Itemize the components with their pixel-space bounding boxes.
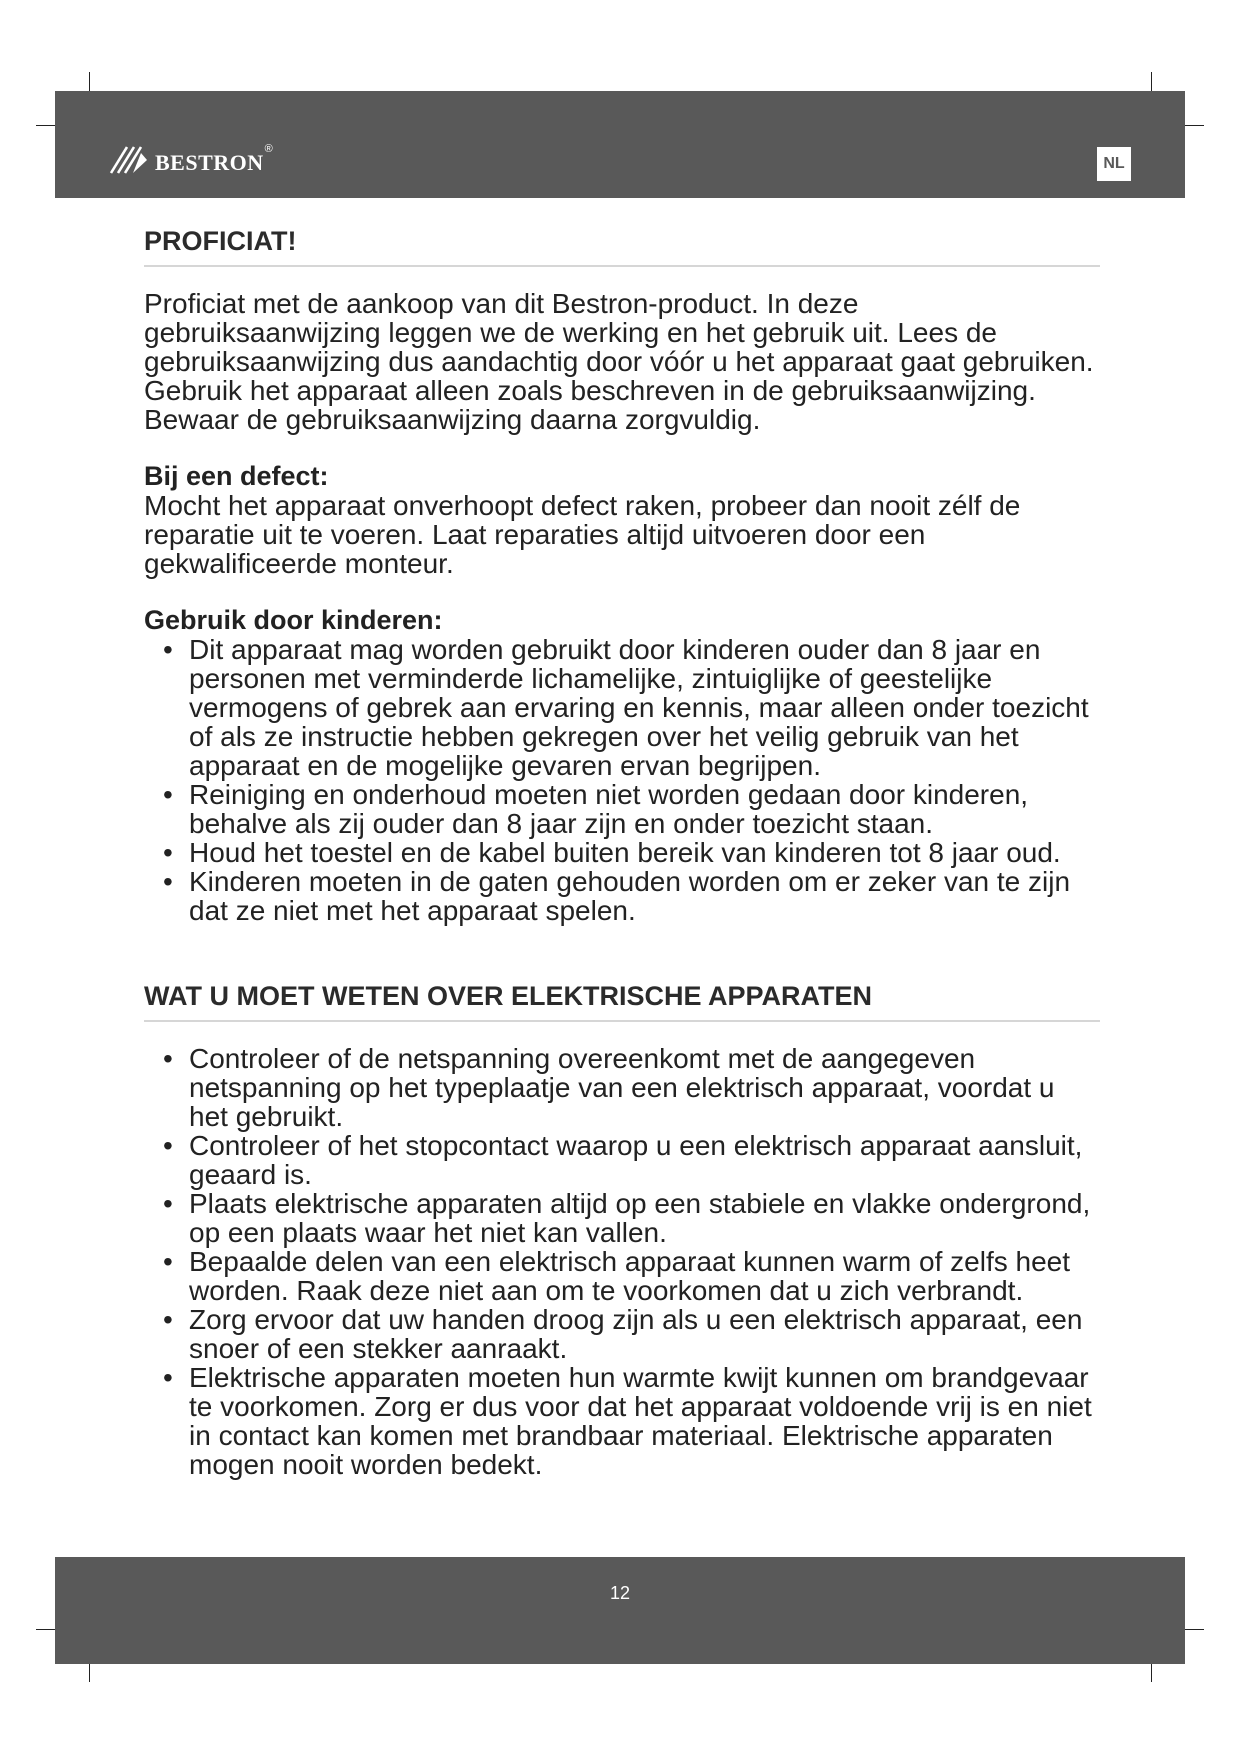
language-badge: NL: [1097, 147, 1131, 181]
children-list: [144, 635, 1100, 925]
header-bar: [55, 91, 1185, 198]
defect-paragraph: Mocht het apparaat onverhoopt defect raken, probeer dan nooit zélf de reparatie uit te voeren. Laat reparaties altijd uitvoeren door een gekwalificeerde monteur.: [144, 490, 1021, 579]
footer-bar: [55, 1557, 1185, 1664]
list-item: • Reiniging en onderhoud moeten niet worden gedaan door kinderen, behalve als zij ouder dan 8 jaar zijn en onder toezicht staan.: [163, 779, 1029, 839]
list-item: • Dit apparaat mag worden gebruikt door kinderen ouder dan 8 jaar en personen met verminderde lichamelijke, zintuiglijke of geestelijke vermogens of gebrek aan ervaring en kennis, maar alleen onder toezicht of als ze instructie hebben gekregen over het veilig gebruik van het apparaat en de mogelijke gevaren ervan begrijpen.: [163, 634, 1089, 781]
electrical-list: [144, 1044, 1100, 1479]
section-title: WAT U MOET WETEN OVER ELEKTRISCHE APPARATEN: [144, 981, 1100, 1022]
chevron-logo-icon: [107, 137, 151, 181]
section-title: PROFICIAT!: [144, 226, 1100, 267]
bestron-logo: [107, 137, 273, 181]
logo-wordmark: bestron: [155, 140, 264, 177]
children-heading: Gebruik door kinderen:: [144, 605, 443, 635]
defect-heading: Bij een defect:: [144, 461, 329, 491]
registered-mark: ®: [264, 143, 273, 155]
intro-paragraph: Proficiat met de aankoop van dit Bestron-product. In deze gebruiksaanwijzing leggen we de werking en het gebruik uit. Lees de gebruiksaanwijzing dus aandachtig door vóór u het apparaat gaat gebruiken. Gebruik het apparaat alleen zoals beschreven in de gebruiksaanwijzing. Bewaar de gebruiksaanwijzing daarna zorgvuldig.: [144, 288, 1094, 435]
list-item: • Zorg ervoor dat uw handen droog zijn als u een elektrisch apparaat, een snoer of een stekker aanraakt.: [163, 1304, 1083, 1364]
page-content: [144, 226, 1100, 1479]
list-item: • Houd het toestel en de kabel buiten bereik van kinderen tot 8 jaar oud.: [163, 837, 1061, 868]
list-item: • Elektrische apparaten moeten hun warmte kwijt kunnen om brandgevaar te voorkomen. Zorg er dus voor dat het apparaat voldoende vrij is en niet in contact kan komen met brandbaar materiaal. Elektrische apparaten mogen nooit worden bedekt.: [163, 1362, 1092, 1480]
list-item: • Plaats elektrische apparaten altijd op een stabiele en vlakke ondergrond, op een plaats waar het niet kan vallen.: [163, 1188, 1091, 1248]
page-number: 12: [609, 1583, 631, 1603]
list-item: • Kinderen moeten in de gaten gehouden worden om er zeker van te zijn dat ze niet met het apparaat spelen.: [163, 866, 1071, 926]
list-item: • Controleer of het stopcontact waarop u een elektrisch apparaat aansluit, geaard is.: [163, 1130, 1083, 1190]
list-item: • Controleer of de netspanning overeenkomt met de aangegeven netspanning op het typeplaatje van een elektrisch apparaat, voordat u het gebruikt.: [163, 1043, 1055, 1132]
list-item: • Bepaalde delen van een elektrisch apparaat kunnen warm of zelfs heet worden. Raak deze niet aan om te voorkomen dat u zich verbrandt.: [163, 1246, 1071, 1306]
